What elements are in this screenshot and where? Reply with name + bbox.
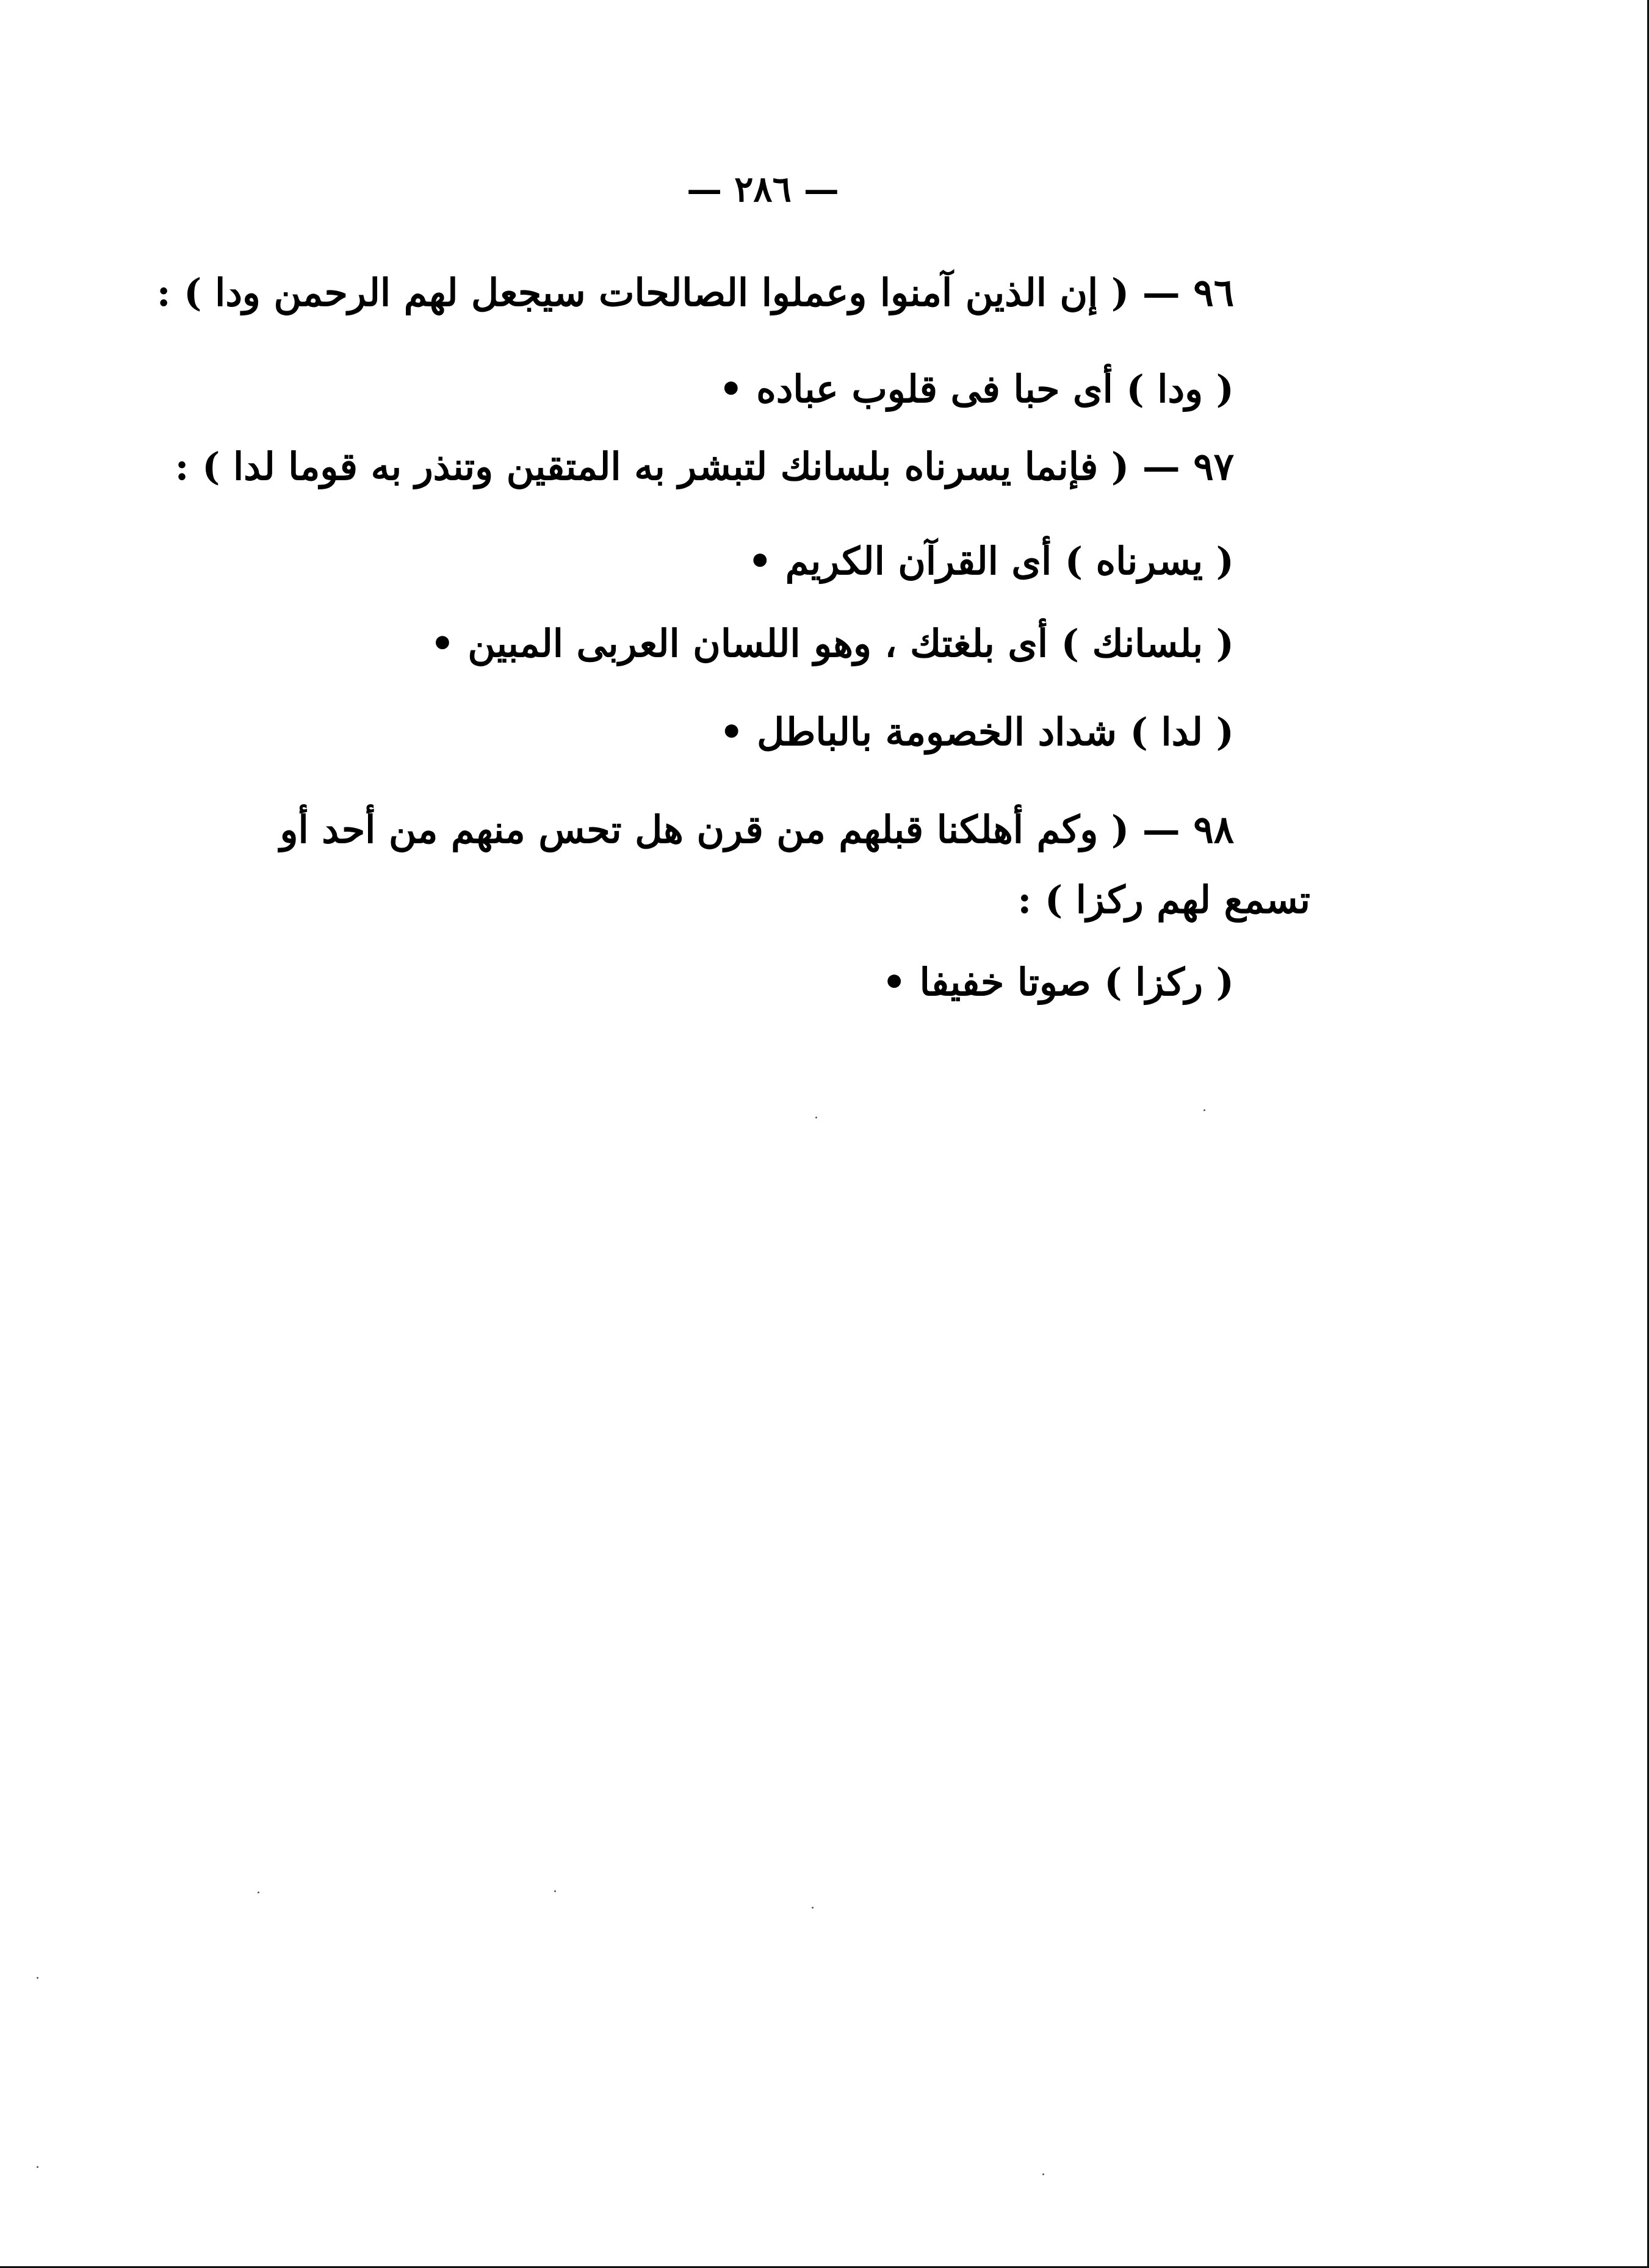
scan-speck	[812, 1907, 814, 1909]
gloss-bilisanika: ( بلسانك ) أى بلغتك ، وهو اللسان العربى المبين •	[430, 621, 1234, 666]
scan-speck	[554, 1890, 556, 1892]
gloss-yassarnahu: ( يسرناه ) أى القرآن الكريم •	[748, 539, 1234, 583]
scan-speck	[258, 1892, 259, 1893]
scan-speck	[1203, 1109, 1205, 1111]
scan-speck	[37, 2166, 38, 2168]
scan-speck	[1042, 2173, 1044, 2175]
verse-97-text: ٩٧ — ( فإنما يسرناه بلسانك لتبشر به المتقين وتنذر به قوما لدا ) :	[175, 444, 1234, 489]
page-number: — ٢٨٦ —	[687, 168, 839, 210]
gloss-wadda: ( ودا ) أى حبا فى قلوب عباده •	[719, 367, 1234, 411]
scan-speck	[815, 1117, 817, 1118]
gloss-rikza: ( ركزا ) صوتا خفيفا •	[882, 960, 1234, 1004]
gloss-ludda: ( لدا ) شداد الخصومة بالباطل •	[719, 710, 1234, 754]
verse-98-text-line-1: ٩٨ — ( وكم أهلكنا قبلهم من قرن هل تحس منهم من أحد أو	[280, 807, 1234, 852]
verse-98-text-line-2: تسمع لهم ركزا ) :	[1017, 877, 1310, 922]
verse-96-text: ٩٦ — ( إن الذين آمنوا وعملوا الصالحات سيجعل لهم الرحمن ودا ) :	[156, 270, 1234, 315]
scan-speck	[37, 1977, 38, 1979]
